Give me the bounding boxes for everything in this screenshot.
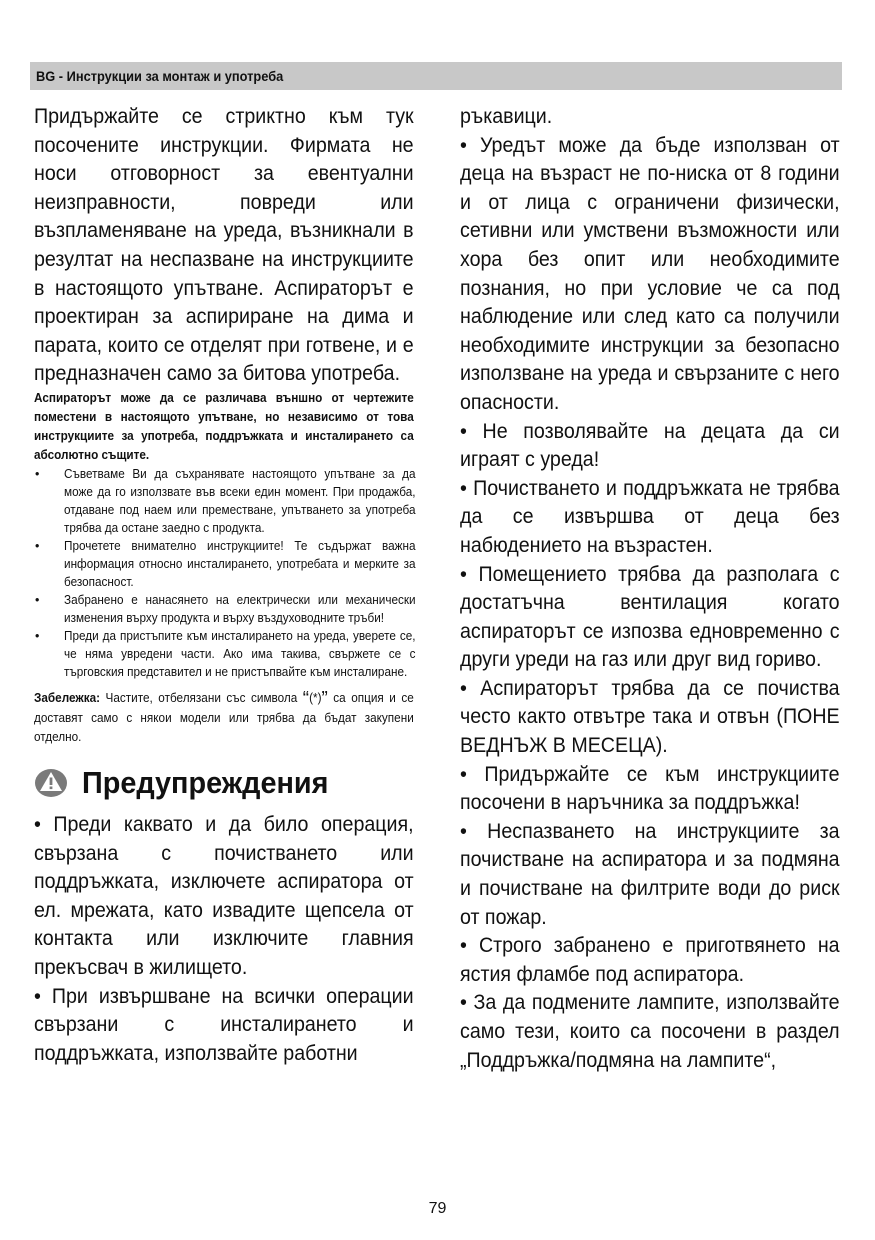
header-bar	[30, 62, 842, 90]
warning-paragraph: • Неспазването на инструкциите за почистване на аспиратора и за подмяна и почистване на филтрите води до риск от пожар.	[460, 819, 840, 929]
bold-notice: Аспираторът може да се различава външно от чертежите поместени в настоящото упътване, но независимо от това инструкциите за употреба, поддръжката и инсталирането са абсолютно същите.	[34, 390, 414, 462]
bullet-icon: •	[35, 628, 40, 643]
list-item: • Преди да пристъпите към инсталирането на уреда, уверете се, че няма увредени части. Ако има такива, свържете се с търговския представител и не пристъпвайте към инсталиране.	[35, 628, 416, 679]
warning-paragraph: • Уредът може да бъде използван от деца на възраст не по-ниска от 8 години и от лица с ограничени физически, сетивни или умствени възможности или хора без опит или необходимите познания, но при условие че са под наблюдение или след като са получили необходимите инструкции за безопасно използване на уреда и свързаните с него опасности.	[460, 133, 840, 414]
bullet-icon: •	[35, 592, 40, 607]
warning-paragraph: • Не позволявайте на децата да си играят с уреда!	[460, 419, 840, 472]
instruction-list	[34, 465, 414, 681]
bullet-icon: •	[35, 466, 40, 481]
warning-paragraph: ръкавици.	[460, 105, 553, 128]
page-number: 79	[428, 1200, 447, 1217]
list-item: • Съветваме Ви да съхранявате настоящото упътване за да може да го използвате във всеки един момент. При продажба, отдаване под наем или преместване, упътването за употреба трябва да остане заедно с продукта.	[35, 466, 416, 535]
optional-symbol: (*)	[309, 690, 322, 705]
warning-paragraph: • Аспираторът трябва да се почиства често както отвътре така и отвън (ПОНЕ ВЕДНЪЖ В МЕСЕЦА).	[460, 676, 840, 758]
warning-paragraph: • Строго забранено е приготвянето на ястия фламбе под аспиратора.	[460, 934, 840, 986]
warning-paragraph: • Придържайте се към инструкциите посочени в наръчника за поддръжка!	[460, 762, 840, 815]
note-label: Забележка:	[34, 690, 101, 705]
right-column	[460, 103, 840, 1075]
warning-paragraph: • При извършване на всички операции свързани с инсталирането и поддръжката, използвайте работни	[34, 984, 414, 1065]
left-column	[34, 103, 414, 1068]
note-paragraph: Забележка: Частите, отбелязани със символа “(*)” са опция и се доставят само с някои модели или трябва да бъдат закупени отделно.	[34, 687, 414, 744]
warning-paragraph: • За да подмените лампите, използвайте само тези, които са посочени в раздел „Поддръжка/подмяна на лампите“,	[460, 991, 840, 1072]
warnings-heading	[34, 759, 414, 807]
warning-paragraph: • Почистването и поддръжката не трябва да се извършва от деца без набюдението на възрастен.	[460, 476, 840, 557]
bullet-icon: •	[35, 538, 40, 553]
warning-paragraph: • Преди каквато и да било операция, свързана с почистването или поддръжката, изключете аспиратора от ел. мрежата, като извадите щепсела от контакта или изключите главния прекъсвач в жилището.	[34, 812, 414, 979]
header-title: BG - Инструкции за монтаж и употреба	[36, 69, 284, 84]
list-item: • Забранено е нанасянето на електрически или механически изменения върху продукта и върху въздуховодните тръби!	[35, 592, 416, 625]
warnings-title: Предупреждения	[82, 764, 329, 800]
intro-paragraph: Придържайте се стриктно към тук посочените инструкции. Фирмата не носи отговорност за евентуални неизправности, повреди или възпламеняване на уреда, възникнали в резултат на неспазване на инструкциите в настоящото упътване. Аспираторът е проектиран за аспириране на дима и парата, които се отделят при готвене, и е предназначен само за битова употреба.	[34, 105, 414, 386]
list-item: • Прочетете внимателно инструкциите! Те съдържат важна информация относно инсталирането, употребата и мерките за безопасност.	[35, 538, 416, 589]
warning-triangle-icon	[34, 766, 68, 800]
warning-paragraph: • Помещението трябва да разполага с достатъчна вентилация когато аспираторът се изпозва едновременно с други уреди на газ или друг вид гориво.	[460, 562, 840, 672]
